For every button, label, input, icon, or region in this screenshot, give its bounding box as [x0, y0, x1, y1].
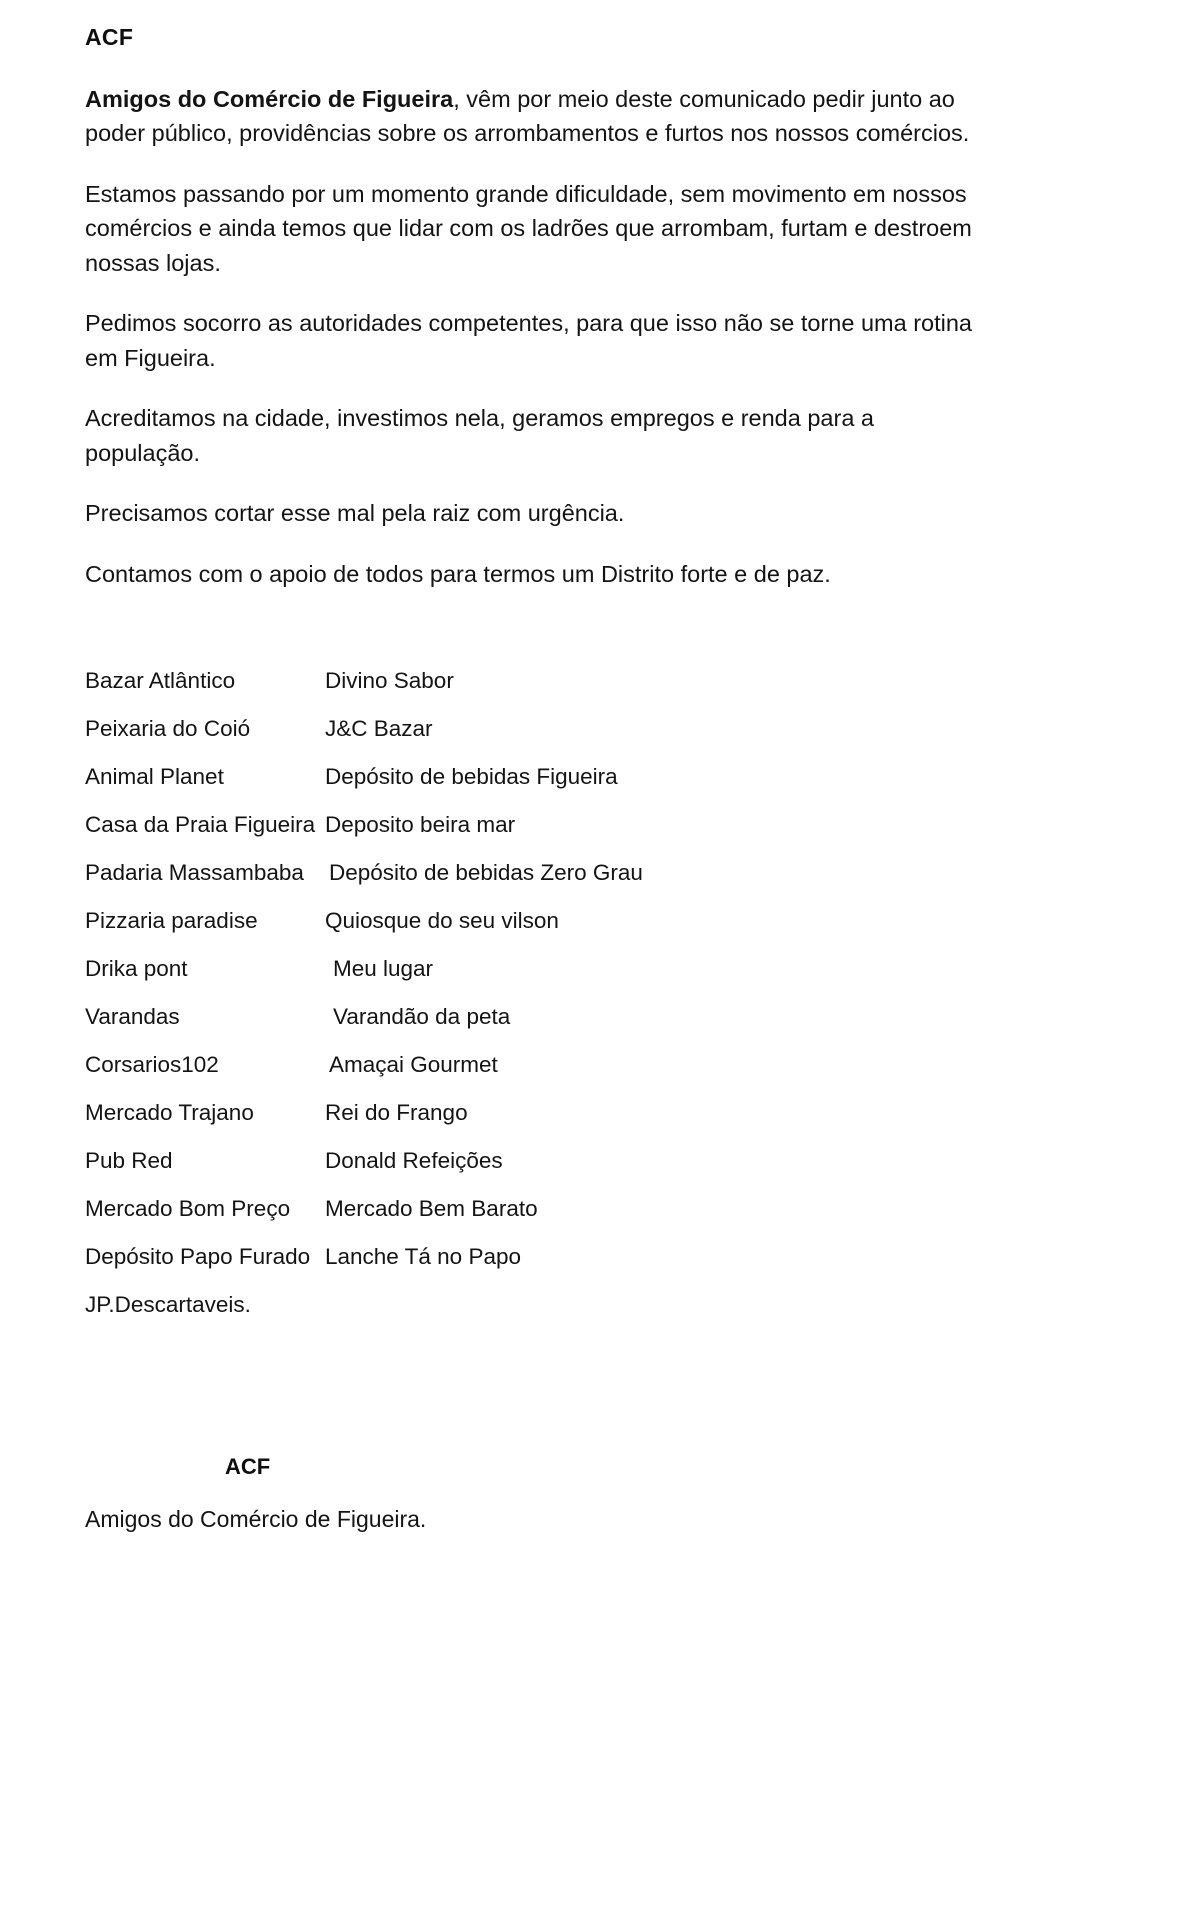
paragraph-text: Estamos passando por um momento grande dificuldade, sem movimento em nossos comércios e ainda temos que lidar com os ladrões que arrombam, furtam e destroem nossas lojas.	[85, 180, 972, 276]
signatory-name-left: Pizzaria paradise	[85, 908, 258, 934]
signatory-name-right: Donald Refeições	[325, 1148, 503, 1174]
signatory-name-right: Rei do Frango	[325, 1100, 468, 1126]
signatory-list	[85, 667, 1095, 1339]
signatory-name-left: Padaria Massambaba	[85, 860, 304, 886]
signatory-row	[85, 1291, 1095, 1339]
signatory-name-right: Lanche Tá no Papo	[325, 1244, 521, 1270]
signatory-name-right: Divino Sabor	[325, 668, 454, 694]
page-title: ACF	[85, 24, 134, 50]
signatory-name-right: J&C Bazar	[325, 716, 433, 742]
signatory-row	[85, 1003, 1095, 1051]
paragraph-text: Pedimos socorro as autoridades competentes, para que isso não se torne uma rotina em Figueira.	[85, 310, 972, 371]
paragraph-text: Precisamos cortar esse mal pela raiz com urgência.	[85, 500, 625, 527]
footer-acronym: ACF	[225, 1454, 271, 1480]
paragraph	[85, 177, 990, 281]
signatory-name-left: Animal Planet	[85, 764, 224, 790]
signatory-name-right: Mercado Bem Barato	[325, 1196, 538, 1222]
signatory-name-left: Mercado Bom Preço	[85, 1196, 291, 1222]
signatory-name-left: Corsarios102	[85, 1052, 219, 1078]
signatory-name-left: Varandas	[85, 1004, 180, 1030]
list-spacer	[85, 617, 1095, 667]
footer-organization-name: Amigos do Comércio de Figueira.	[85, 1506, 427, 1533]
signatory-name-left: Drika pont	[85, 956, 188, 982]
signatory-row	[85, 715, 1095, 763]
signatory-name-right: Depósito de bebidas Figueira	[325, 764, 618, 790]
signatory-name-right: Deposito beira mar	[325, 812, 516, 838]
signatory-name-left: JP.Descartaveis.	[85, 1292, 251, 1318]
signatory-row	[85, 763, 1095, 811]
signatory-row	[85, 1195, 1095, 1243]
signatory-name-left: Bazar Atlântico	[85, 668, 236, 694]
paragraph	[85, 401, 985, 470]
signatory-row	[85, 955, 1095, 1003]
document-body	[85, 24, 1095, 1533]
paragraph-bold-lead: Amigos do Comércio de Figueira	[85, 85, 454, 112]
signatory-name-right: Varandão da peta	[333, 1004, 511, 1030]
signatory-name-right: Depósito de bebidas Zero Grau	[329, 860, 643, 886]
paragraph	[85, 82, 985, 151]
signatory-name-left: Casa da Praia Figueira	[85, 812, 316, 838]
signatory-row	[85, 1051, 1095, 1099]
signatory-row	[85, 907, 1095, 955]
signature-block	[85, 1454, 1095, 1533]
paragraph	[85, 306, 985, 375]
paragraph-text: Contamos com o apoio de todos para termos um Distrito forte e de paz.	[85, 560, 831, 587]
paragraph-text: , vêm por meio deste comunicado pedir junto ao poder público, providências sobre os arrombamentos e furtos nos nossos comércios.	[85, 85, 970, 147]
paragraph	[85, 557, 985, 592]
signatory-name-left: Mercado Trajano	[85, 1100, 254, 1126]
paragraph-text: Acreditamos na cidade, investimos nela, geramos empregos e renda para a população.	[85, 405, 874, 466]
signatory-row	[85, 667, 1095, 715]
signatory-row	[85, 1147, 1095, 1195]
signatory-row	[85, 811, 1095, 859]
paragraph	[85, 496, 985, 531]
signatory-row	[85, 1099, 1095, 1147]
signatory-name-right: Amaçai Gourmet	[329, 1052, 498, 1078]
paragraph-list	[85, 82, 1095, 592]
signatory-name-left: Depósito Papo Furado	[85, 1244, 311, 1270]
signatory-row	[85, 859, 1095, 907]
signatory-name-left: Pub Red	[85, 1148, 173, 1174]
signatory-name-right: Meu lugar	[333, 956, 434, 982]
signatory-name-right: Quiosque do seu vilson	[325, 908, 559, 934]
signatory-row	[85, 1243, 1095, 1291]
signatory-name-left: Peixaria do Coió	[85, 716, 251, 742]
